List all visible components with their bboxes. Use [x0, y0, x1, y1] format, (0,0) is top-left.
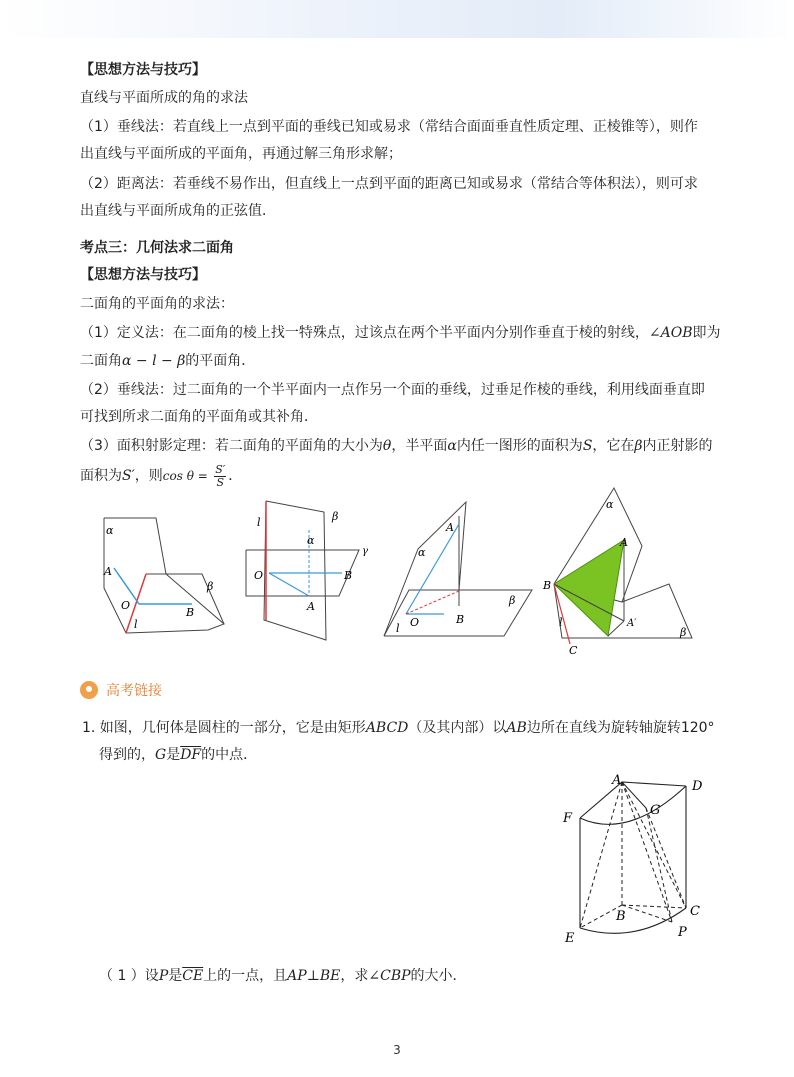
- section1-heading: 【思想方法与技巧】: [80, 62, 206, 78]
- label-F: F: [563, 811, 573, 826]
- segment-BP: [622, 905, 672, 922]
- definition-method-line2: 二面角α − l − β的平面角．: [80, 353, 256, 369]
- fig3-label-B: B: [456, 613, 465, 626]
- fig4-label-Aprime: A′: [627, 618, 637, 629]
- figure-definition-method: [103, 518, 224, 633]
- method1-line2: 出直线与平面所成的平面角，再通过解三角形求解；: [80, 146, 402, 162]
- cylinder-figure: [560, 770, 710, 952]
- definition-method-line1: （1）定义法：在二面角的棱上找一特殊点，过该点在两个半平面内分别作垂直于棱的射线，∠AOB即为: [80, 325, 721, 341]
- arc-CE: $\overline{CE}$: [182, 968, 204, 984]
- fig2-label-beta: β: [332, 510, 339, 523]
- fig2-label-B: B: [344, 569, 353, 582]
- header-band: [0, 0, 794, 38]
- projection-theorem-line2: 面积为S′，则cos θ = $\frac{S'}{S}$ ．: [80, 462, 243, 489]
- fig4-label-l: l: [559, 616, 563, 629]
- arc-DF: $\overline{DF}$: [180, 747, 202, 763]
- fig3-label-alpha: α: [418, 546, 426, 559]
- section1-subtitle: 直线与平面所成的角的求法: [80, 90, 248, 106]
- method1-line1: （1）垂线法：若直线上一点到平面的垂线已知或易求（常结合面面垂直性质定理、正棱锥等），则作: [80, 119, 698, 135]
- fig3-label-beta: β: [509, 594, 516, 607]
- fig4-label-C: C: [569, 644, 578, 656]
- problem-1-line1: 1. 如图，几何体是圆柱的一部分，它是由矩形ABCD（及其内部）以AB边所在直线为旋转轴旋转120°: [82, 720, 715, 736]
- figure-area-projection: [542, 488, 692, 656]
- segment-GP: [646, 808, 672, 922]
- gaokao-link-label: 高考链接: [106, 683, 162, 699]
- fig4-label-A: A: [620, 536, 628, 549]
- problem-1-part1: （ 1 ）设P是$\overline{CE}$上的一点，且AP⊥BE，求∠CBP的大小．: [99, 968, 467, 984]
- fig1-label-A: A: [104, 565, 112, 578]
- segment-AE: [580, 782, 622, 928]
- projection-theorem-line1: （3）面积射影定理：若二面角的平面角的大小为θ，半平面α内任一图形的面积为S，它在β内正射影的: [80, 438, 713, 454]
- top-arc: [580, 786, 686, 824]
- bulb-icon: [80, 681, 98, 699]
- fig3-projection: [406, 591, 459, 614]
- figure-perpendicular-method: [246, 501, 368, 640]
- method2-line1: （2）距离法：若垂线不易作出，但直线上一点到平面的距离已知或易求（常结合等体积法），则可求: [80, 176, 698, 192]
- fig2-label-alpha: α: [307, 534, 315, 547]
- label-E: E: [565, 931, 575, 946]
- fig1-label-beta: β: [207, 580, 214, 593]
- fig1-label-l: l: [134, 618, 138, 631]
- fig3-label-A: A: [446, 521, 454, 534]
- label-D: D: [692, 779, 703, 794]
- fig2-label-l: l: [257, 516, 261, 529]
- fig4-label-B: B: [543, 579, 552, 592]
- fig3-label-O: O: [410, 616, 420, 629]
- fig2-segment-OA: [269, 573, 309, 596]
- fig4-label-alpha: α: [606, 498, 614, 511]
- fig3-segment-OA: [406, 524, 459, 614]
- method2-line2: 出直线与平面所成角的正弦值．: [80, 203, 276, 219]
- gaokao-link-header: [80, 679, 162, 701]
- fig2-label-gamma: γ: [362, 546, 368, 557]
- fig1-label-B: B: [186, 606, 195, 619]
- segment-AG: [622, 782, 646, 808]
- page-number: 3: [393, 1043, 401, 1057]
- fig1-plane-alpha: [104, 518, 224, 633]
- label-A: A: [612, 773, 622, 788]
- perpendicular-method-line1: （2）垂线法：过二面角的一个半平面内一点作另一个面的垂线，过垂足作棱的垂线，利用线面垂直即: [80, 382, 705, 398]
- fig1-label-alpha: α: [106, 524, 114, 537]
- dihedral-figures: [84, 486, 704, 656]
- fig2-plane-beta: [264, 501, 326, 640]
- perpendicular-method-line2: 可找到所求二面角的平面角或其补角．: [80, 409, 318, 425]
- label-P: P: [678, 925, 687, 940]
- fig3-label-l: l: [396, 622, 400, 635]
- fig2-label-O: O: [254, 569, 264, 582]
- problem-1-line2: 得到的，G是$\overline{DF}$的中点．: [99, 747, 258, 763]
- area-ratio-fraction: $\frac{S'}{S}$: [215, 462, 226, 489]
- section2-title: 考点三：几何法求二面角: [80, 240, 234, 256]
- section2-heading: 【思想方法与技巧】: [80, 267, 206, 283]
- fig4-label-beta: β: [680, 626, 687, 639]
- fig1-label-O: O: [121, 599, 131, 612]
- section2-subtitle: 二面角的平面角的求法：: [80, 296, 234, 312]
- fig2-label-A: A: [307, 600, 315, 613]
- label-C: C: [690, 904, 700, 919]
- figure-perpendicular-method-2: [384, 502, 532, 636]
- segment-GC: [646, 808, 686, 908]
- label-G: G: [650, 803, 661, 818]
- label-B: B: [616, 909, 626, 924]
- segment-BC: [622, 905, 686, 908]
